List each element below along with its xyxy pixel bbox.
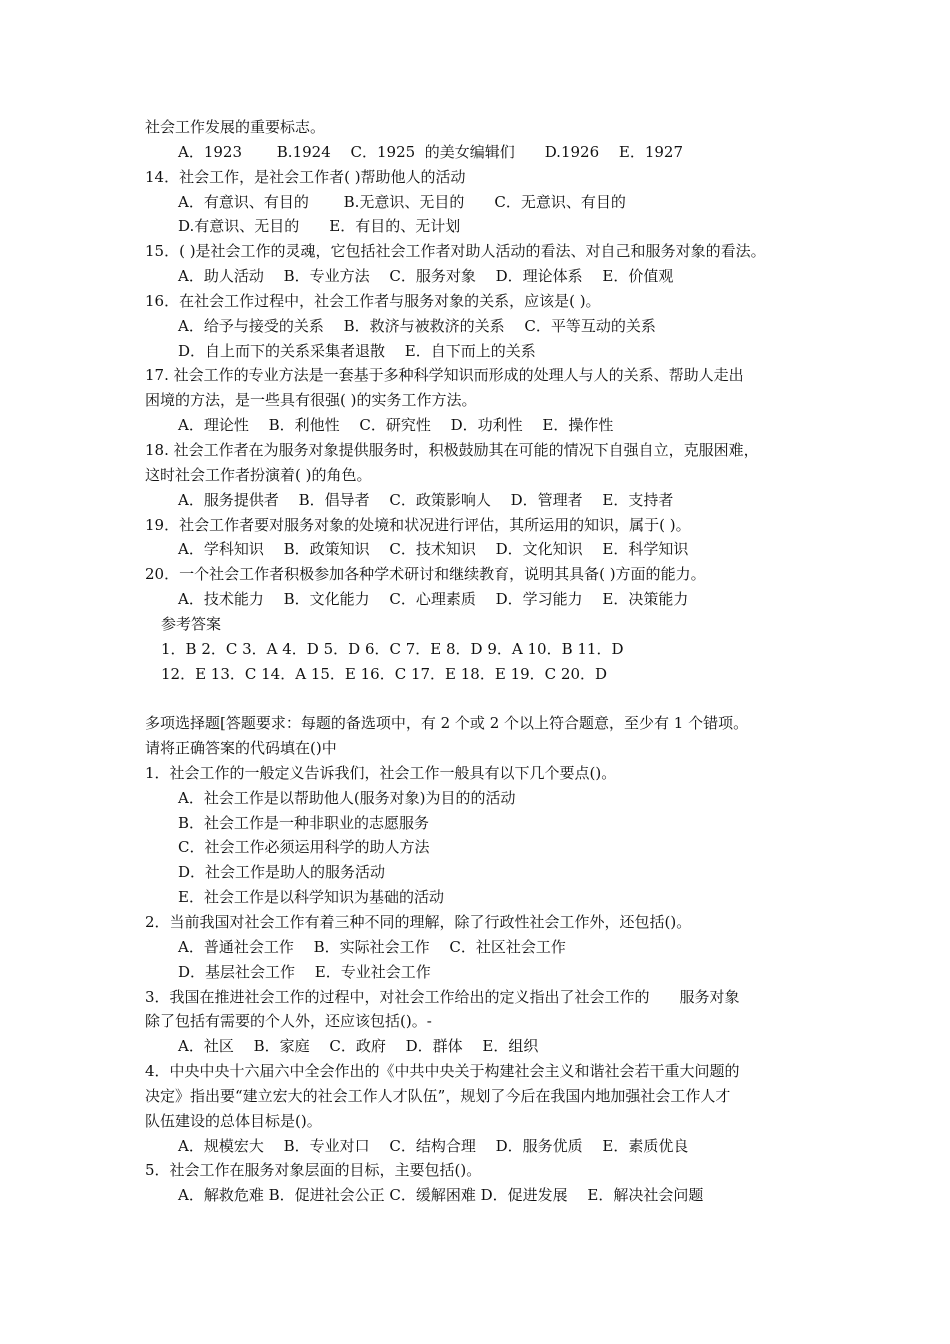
option-line: A．规模宏大 B．专业对口 C．结构合理 D．服务优质 E．素质优良	[178, 1136, 689, 1155]
question-line: 多项选择题[答题要求：每题的备选项中，有 2 个或 2 个以上符合题意，至少有 1 个错项。	[145, 714, 749, 733]
question-line: 15．( )是社会工作的灵魂，它包括社会工作者对助人活动的看法、对自己和服务对象的看法。	[145, 242, 766, 261]
question-line: 决定》指出要“建立宏大的社会工作人才队伍”，规划了今后在我国内地加强社会工作人才	[145, 1086, 731, 1105]
question-line: 16．在社会工作过程中，社会工作者与服务对象的关系，应该是( )。	[145, 291, 601, 310]
option-line: A．技术能力 B．文化能力 C．心理素质 D．学习能力 E．决策能力	[178, 590, 689, 609]
option-line: A．解救危难 B．促进社会公正 C．缓解困难 D．促进发展 E．解决社会问题	[178, 1186, 704, 1205]
blank-line	[145, 686, 815, 711]
question-line: 社会工作发展的重要标志。	[145, 118, 326, 136]
option-line: A．给予与接受的关系 B．救济与被救济的关系 C．平等互动的关系	[178, 316, 656, 335]
question-line: 14．社会工作，是社会工作者( )帮助他人的活动	[145, 167, 466, 186]
question-line: 请将正确答案的代码填在()中	[145, 739, 337, 758]
option-line: A．社会工作是以帮助他人(服务对象)为目的的活动	[178, 788, 516, 807]
answer-line: 1．B 2．C 3．A 4．D 5．D 6．C 7．E 8．D 9．A 10．B 11．D	[161, 639, 624, 658]
option-line: D．自上而下的关系采集者退散 E．自下而上的关系	[178, 341, 536, 360]
option-line: A．普通社会工作 B．实际社会工作 C．社区社会工作	[178, 937, 566, 956]
option-line: B．社会工作是一种非职业的志愿服务	[178, 813, 430, 832]
question-line: 4．中央中央十六届六中全会作出的《中共中央关于构建社会主义和谐社会若干重大问题的	[145, 1062, 740, 1081]
question-line: 17. 社会工作的专业方法是一套基于多种科学知识而形成的处理人与人的关系、帮助人走出	[145, 366, 744, 385]
option-line: C．社会工作必须运用科学的助人方法	[178, 838, 430, 857]
question-line: 困境的方法，是一些具有很强( )的实务工作方法。	[145, 391, 477, 410]
option-line: D．社会工作是助人的服务活动	[178, 863, 386, 882]
answer-line: 参考答案	[161, 614, 222, 633]
option-line: A．1923 B.1924 C．1925 的美女编辑们 D.1926 E．1927	[178, 142, 684, 161]
question-line: 2．当前我国对社会工作有着三种不同的理解，除了行政性社会工作外，还包括()。	[145, 913, 692, 931]
question-line: 5．社会工作在服务对象层面的目标，主要包括()。	[145, 1161, 482, 1180]
option-line: E．社会工作是以科学知识为基础的活动	[178, 888, 444, 907]
option-line: A．学科知识 B．政策知识 C．技术知识 D．文化知识 E．科学知识	[178, 540, 689, 559]
question-line: 18. 社会工作者在为服务对象提供服务时，积极鼓励其在可能的情况下自强自立，克服困难，	[145, 440, 759, 459]
answer-line: 12．E 13．C 14．A 15．E 16．C 17．E 18．E 19．C 20．D	[161, 664, 608, 683]
question-line: 这时社会工作者扮演着( )的角色。	[145, 465, 372, 484]
option-line: A．助人活动 B．专业方法 C．服务对象 D．理论体系 E．价值观	[178, 267, 674, 286]
question-line: 19．社会工作者要对服务对象的处境和状况进行评估，其所运用的知识，属于( )。	[145, 515, 691, 534]
question-line: 3．我国在推进社会工作的过程中，对社会工作给出的定义指出了社会工作的 服务对象	[145, 987, 740, 1006]
document-page	[145, 115, 815, 1208]
option-line: A．有意识、有目的 B.无意识、无目的 C．无意识、有目的	[178, 192, 626, 211]
question-line: 队伍建设的总体目标是()。	[145, 1111, 322, 1130]
question-line: 1．社会工作的一般定义告诉我们，社会工作一般具有以下几个要点()。	[145, 763, 617, 782]
question-line: 除了包括有需要的个人外，还应该包括()。-	[145, 1012, 432, 1031]
option-line: D.有意识、无目的 E．有目的、无计划	[178, 217, 461, 236]
option-line: A．服务提供者 B．倡导者 C．政策影响人 D．管理者 E．支持者	[178, 490, 674, 509]
question-line: 20．一个社会工作者积极参加各种学术研讨和继续教育，说明其具备( )方面的能力。	[145, 565, 706, 584]
option-line: D．基层社会工作 E．专业社会工作	[178, 962, 431, 981]
option-line: A．理论性 B．利他性 C．研究性 D．功利性 E．操作性	[178, 416, 614, 435]
option-line: A．社区 B．家庭 C．政府 D．群体 E．组织	[178, 1037, 539, 1056]
